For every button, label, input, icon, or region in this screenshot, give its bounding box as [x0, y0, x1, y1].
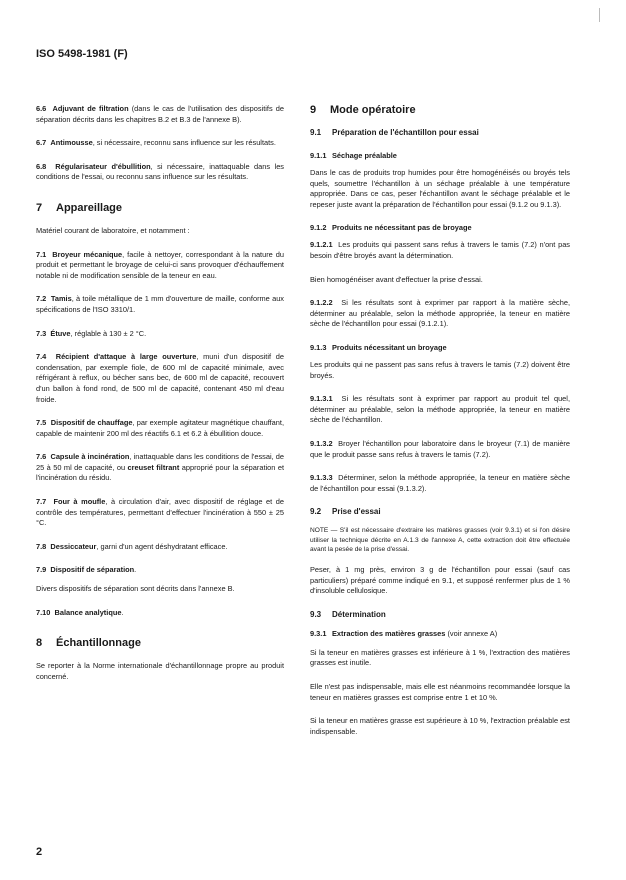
subsection-heading-9-3: [310, 610, 570, 619]
clause-text: Si les résultats sont à exprimer par rapport au produit tel quel, déterminer au préalable, selon la méthode appropriée, la teneur en matière sèche de l'échantillon.: [310, 394, 570, 425]
clause-text: approprié pour la séparation et l'incinération du résidu.: [36, 462, 285, 483]
clause-term: Dispositif de chauffage: [50, 418, 133, 428]
paragraph-7-9: [36, 565, 284, 576]
subsubsection-number: 9.1.2: [310, 223, 327, 233]
clause-term-secondary: creuset filtrant: [127, 462, 180, 472]
clause-term: Capsule à incinération: [50, 452, 130, 462]
paragraph-9-1-2-note: Bien homogénéiser avant d'effectuer la prise d'essai.: [310, 274, 483, 284]
clause-term: Récipient d'attaque à large ouverture: [55, 352, 197, 362]
note-9-2: NOTE — S'il est nécessaire d'extraire les matières grasses (voir 9.3.1) et si l'on désire utiliser la technique décrite en A.1.3 de l'annexe A, cette extraction doit être effectuée avant la pesée de la prise d'essai.: [310, 527, 570, 554]
clause-term: Dispositif de séparation: [50, 565, 135, 575]
paragraph-9-2: Peser, à 1 mg près, environ 3 g de l'échantillon pour essai (sauf cas particuliers) préparé comme indiqué en 9.1, et supposé renfermer plus de 1 % d'insoluble cellulosique.: [310, 565, 570, 596]
paragraph-9-1-3-3: [310, 473, 570, 494]
paragraph-7-10: [36, 608, 284, 619]
subsubsection-number: 9.1.1: [310, 151, 327, 160]
section-heading-9: [310, 104, 570, 116]
clause-number: 9.1.3.1: [310, 394, 333, 404]
paragraph-7-7: [36, 497, 284, 529]
section-heading-8: [36, 637, 284, 649]
clause-text: , inattaquable dans les conditions de l'essai, de 25 à 50 ml de capacité, ou: [36, 452, 285, 472]
clause-number: 9.1.3.2: [310, 438, 333, 448]
subsubsection-title: Produits ne nécessitant pas de broyage: [332, 223, 472, 233]
paragraph-9-3-1-c: Si la teneur en matières grasse est supérieure à 10 %, l'extraction préalable est indispensable.: [310, 716, 570, 736]
section-title: Mode opératoire: [330, 104, 416, 116]
subsection-title: Détermination: [332, 609, 386, 619]
page-number: 2: [36, 846, 43, 858]
paragraph-7-9-text: Divers dispositifs de séparation sont décrits dans l'annexe B.: [36, 584, 235, 594]
subsection-heading-9-1: [310, 128, 570, 137]
subsubsection-title: Séchage préalable: [332, 151, 397, 160]
section-heading-7: [36, 202, 284, 214]
clause-text: , facile à nettoyer, correspondant à la nature du produit et permettant le broyage de celui-ci sans provoquer d'échauffement notable ni de modification sensible de la teneur en eau.: [36, 249, 284, 280]
clause-text: (dans le cas de l'utilisation des dispositifs de séparation décrits dans les chapitres B.2 et B.3 de l'annexe B).: [36, 104, 284, 124]
document-header: ISO 5498-1981 (F): [36, 48, 128, 60]
subsubsection-heading-9-3-1: [310, 629, 570, 638]
clause-term: Adjuvant de filtration: [52, 104, 129, 113]
subsubsection-number: 9.1.3: [310, 342, 327, 352]
paragraph-7-4: [36, 352, 284, 405]
paragraph-9-3-1-a: Si la teneur en matières grasses est inférieure à 1 %, l'extraction des matières grasses est inutile.: [310, 647, 570, 668]
page-edge-mark: [599, 8, 600, 22]
clause-term: Broyeur mécanique: [52, 249, 123, 259]
subsection-title: Prise d'essai: [332, 507, 381, 517]
paragraph-6-7: [36, 138, 284, 149]
clause-term: Tamis: [50, 294, 72, 304]
clause-text: .: [134, 565, 137, 575]
paragraph-8: Se reporter à la Norme internationale d'échantillonnage propre au produit concerné.: [36, 661, 284, 681]
clause-number: 6.8: [36, 161, 47, 171]
clause-text: , muni d'un dispositif de condensation, par exemple fiole, de 600 ml de capacité minimale, avec réfrigérant à reflux, ou bécher sans bec, de 600 ml de capacité, recouvert d'un ballon à fond rond, de 500 ml de capacité, contenant 450 ml d'eau froide.: [36, 352, 284, 404]
clause-number: 9.1.3.3: [310, 473, 333, 483]
clause-number: 6.6: [36, 104, 47, 113]
section-number: 8: [36, 637, 43, 650]
right-column: [310, 104, 570, 750]
clause-number: 9.1.2.2: [310, 298, 333, 308]
subsection-heading-9-2: [310, 507, 570, 516]
subsubsection-heading-9-1-1: [310, 151, 570, 160]
clause-text: , si nécessaire, inattaquable dans les conditions de l'essai, ou reconnu sans influence sur les résultats.: [36, 161, 285, 182]
clause-text: , si nécessaire, reconnu sans influence sur les résultats.: [92, 138, 276, 148]
clause-number: 7.4: [36, 352, 47, 362]
subsubsection-heading-9-1-2: [310, 223, 570, 232]
clause-text: Broyer l'échantillon pour laboratoire dans le broyeur (7.1) de manière que le produit passe sans refus à travers le tamis (7.2).: [310, 438, 570, 459]
clause-number: 7.6: [36, 452, 47, 462]
clause-number: 7.9: [36, 565, 47, 575]
paragraph-6-8: [36, 162, 284, 183]
clause-term: Balance analytique: [54, 607, 122, 617]
clause-number: 6.7: [36, 138, 47, 148]
clause-number: 7.3: [36, 328, 47, 338]
clause-number: 7.8: [36, 541, 47, 551]
clause-number: 7.2: [36, 294, 47, 304]
clause-text: , à toile métallique de 1 mm d'ouverture de maille, conforme aux spécifications de l'ISO 3310/1.: [36, 294, 285, 314]
subsection-title: Préparation de l'échantillon pour essai: [332, 128, 479, 137]
clause-text: Les produits qui passent sans refus à travers le tamis (7.2) n'ont pas besoin d'être broyés avant la détermination.: [310, 240, 570, 260]
clause-term: Régularisateur d'ébullition: [55, 161, 151, 171]
clause-term: Dessiccateur: [50, 541, 97, 551]
clause-number: 7.5: [36, 418, 47, 428]
paragraph-9-1-3: Les produits qui ne passent pas sans refus à travers le tamis (7.2) doivent être broyés.: [310, 359, 570, 380]
subsubsection-heading-9-1-3: [310, 343, 570, 352]
subsubsection-number: 9.3.1: [310, 628, 327, 638]
clause-number: 9.1.2.1: [310, 240, 333, 250]
clause-number: 7.10: [36, 607, 51, 617]
paragraph-9-1-2-2: [310, 298, 570, 330]
subsubsection-title: Extraction des matières grasses: [332, 628, 446, 638]
paragraph-7-1: [36, 250, 284, 282]
subsection-number: 9.3: [310, 609, 322, 619]
section-title: Appareillage: [56, 201, 123, 214]
clause-text: , garni d'un agent déshydratant efficace.: [96, 541, 228, 551]
clause-text: , à circulation d'air, avec dispositif de réglage et de contrôle des températures, permettant d'effectuer l'incinération à 550 ± 25 °C.: [36, 497, 284, 528]
paragraph-9-1-3-1: [310, 394, 570, 426]
paragraph-7-6: [36, 452, 284, 484]
clause-term: Étuve: [50, 328, 71, 338]
paragraph-7-8: [36, 542, 284, 553]
clause-text: Déterminer, selon la méthode appropriée, la teneur en matière sèche de l'échantillon pour essai (9.1.3.2).: [310, 473, 570, 493]
clause-text: .: [121, 607, 124, 617]
subsubsection-title: Produits nécessitant un broyage: [332, 342, 447, 352]
paragraph-9-1-3-2: [310, 439, 570, 460]
clause-term: Four à moufle: [53, 497, 106, 507]
subsection-number: 9.1: [310, 128, 322, 137]
clause-text: , par exemple agitateur magnétique chauffant, capable de maintenir 200 ml des réactifs 6.1 et 6.2 à ébullition douce.: [36, 418, 285, 438]
section-number: 7: [36, 201, 43, 214]
paragraph-7-3: [36, 329, 284, 340]
paragraph-9-1-1: Dans le cas de produits trop humides pour être homogénéisés ou broyés tels quels, soumettre l'échantillon à un séchage préalable à une température appropriée. Dans ce cas, peser l'échantillon avant le séchage préalable et le repeser juste avant la préparation de l'échantillon pour essai (9.1.2 ou 9.1.3).: [310, 168, 570, 209]
paragraph-9-3-1-b: Elle n'est pas indispensable, mais elle est néanmoins recommandée lorsque la teneur en matières grasses est comprise entre 1 et 10 %.: [310, 682, 570, 702]
paragraph-7-intro: Matériel courant de laboratoire, et notamment :: [36, 225, 190, 235]
clause-text: , réglable à 130 ± 2 °C.: [70, 328, 147, 338]
paragraph-6-6: [36, 104, 284, 125]
clause-number: 7.1: [36, 249, 47, 259]
paragraph-7-5: [36, 418, 284, 439]
clause-number: 7.7: [36, 497, 47, 507]
subsubsection-suffix: (voir annexe A): [445, 628, 498, 638]
section-title: Échantillonnage: [56, 637, 141, 650]
subsection-number: 9.2: [310, 507, 322, 517]
paragraph-7-2: [36, 294, 284, 315]
section-number: 9: [310, 104, 317, 116]
clause-text: Si les résultats sont à exprimer par rapport à la matière sèche, déterminer au préalable, selon la méthode appropriée, la teneur en matière sèche de l'échantillon pour essai (9.1.2.1).: [310, 298, 570, 329]
clause-term: Antimousse: [50, 138, 93, 148]
left-column: [36, 104, 284, 695]
paragraph-9-1-2-1: [310, 240, 570, 261]
